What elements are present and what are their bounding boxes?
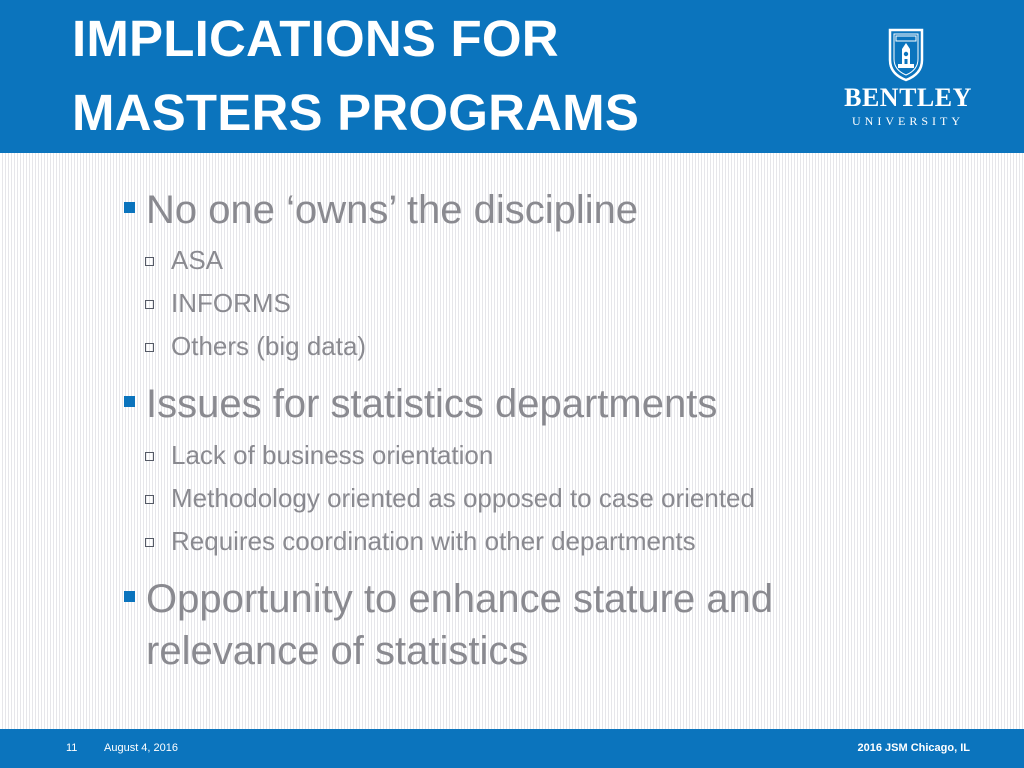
sub-bullet-text: ASA xyxy=(171,245,224,275)
sub-bullet-text: Lack of business orientation xyxy=(171,440,494,470)
hollow-square-bullet-icon xyxy=(145,300,154,309)
bullet-item xyxy=(146,378,717,430)
bentley-logo xyxy=(838,26,978,131)
bullet-text: Issues for statistics departments xyxy=(146,382,718,426)
sub-bullet-text: Methodology oriented as opposed to case oriented xyxy=(171,483,755,513)
sub-bullet-item xyxy=(171,244,223,276)
sub-bullet-text: INFORMS xyxy=(171,288,291,318)
bullet-continuation xyxy=(146,625,528,677)
bullet-item xyxy=(146,184,638,236)
square-bullet-icon xyxy=(124,202,135,213)
footer-date: August 4, 2016 xyxy=(104,742,179,754)
slide-title xyxy=(72,2,639,150)
sub-bullet-item xyxy=(171,287,291,319)
bentley-shield-icon xyxy=(886,26,926,82)
square-bullet-icon xyxy=(124,396,135,407)
sub-bullet-item xyxy=(171,525,696,557)
bullet-text: No one ‘owns’ the discipline xyxy=(146,188,639,232)
sub-bullet-item xyxy=(171,439,493,471)
bullet-text-line-2: relevance of statistics xyxy=(146,629,529,673)
sub-bullet-text: Requires coordination with other departments xyxy=(171,526,696,556)
header-bar xyxy=(0,0,1024,153)
footer-bar xyxy=(0,729,1024,768)
hollow-square-bullet-icon xyxy=(145,343,154,352)
sub-bullet-item xyxy=(171,482,755,514)
bullet-item xyxy=(146,573,773,625)
hollow-square-bullet-icon xyxy=(145,495,154,504)
bullet-text-line-1: Opportunity to enhance stature and xyxy=(146,577,774,621)
page-number: 11 xyxy=(66,742,78,754)
square-bullet-icon xyxy=(124,591,135,602)
hollow-square-bullet-icon xyxy=(145,257,154,266)
logo-name: BENTLEY xyxy=(844,83,972,112)
sub-bullet-text: Others (big data) xyxy=(171,331,367,361)
hollow-square-bullet-icon xyxy=(145,538,154,547)
logo-subtitle: UNIVERSITY xyxy=(852,114,964,128)
sub-bullet-item xyxy=(171,330,366,362)
footer-event: 2016 JSM Chicago, IL xyxy=(857,742,970,754)
title-line-1: IMPLICATIONS FOR xyxy=(72,10,559,67)
hollow-square-bullet-icon xyxy=(145,452,154,461)
title-line-2: MASTERS PROGRAMS xyxy=(72,84,640,141)
